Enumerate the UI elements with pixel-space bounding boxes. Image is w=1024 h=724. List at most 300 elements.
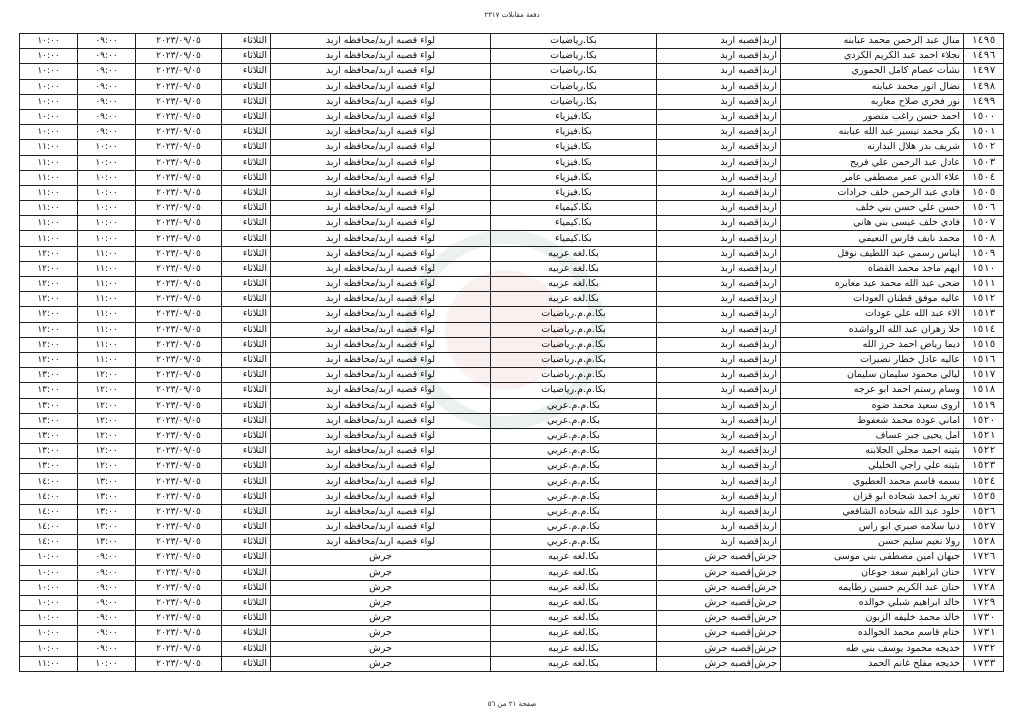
- applicant-number-cell: ١٥٢١: [964, 428, 1004, 443]
- applicant-number-cell: ١٧٢٦: [964, 550, 1004, 565]
- specialization-cell: بكا.لغه عربيه: [491, 611, 657, 626]
- specialization-cell: بكا.م.م.عربي: [491, 504, 657, 519]
- residence-cell: اربد|قصبه اربد: [657, 398, 781, 413]
- interview-location-cell: لواء قصبه اربد/محافظه اربد: [271, 459, 491, 474]
- interview-location-cell: لواء قصبه اربد/محافظه اربد: [271, 307, 491, 322]
- end-time-cell: ١٢:٠٠: [20, 277, 78, 292]
- end-time-cell: ١٢:٠٠: [20, 307, 78, 322]
- start-time-cell: ٠٩:٠٠: [78, 125, 136, 140]
- table-row: [20, 231, 1004, 246]
- interview-date-cell: ٢٠٢٣/٠٩/٠٥: [136, 520, 222, 535]
- residence-cell: جرش|قصبه جرش: [657, 626, 781, 641]
- applicant-number-cell: ١٥١٠: [964, 261, 1004, 276]
- end-time-cell: ١٠:٠٠: [20, 94, 78, 109]
- table-row: [20, 474, 1004, 489]
- applicant-number-cell: ١٧٢٧: [964, 565, 1004, 580]
- applicant-name-cell: علاء الدين عمر مصطفى عامر: [781, 170, 964, 185]
- residence-cell: جرش|قصبه جرش: [657, 641, 781, 656]
- applicant-name-cell: شريف بدر هلال البدارنه: [781, 140, 964, 155]
- table-row: [20, 504, 1004, 519]
- end-time-cell: ١٤:٠٠: [20, 489, 78, 504]
- end-time-cell: ١٣:٠٠: [20, 383, 78, 398]
- interview-location-cell: جرش: [271, 550, 491, 565]
- residence-cell: اربد|قصبه اربد: [657, 322, 781, 337]
- interview-day-cell: الثلاثاء: [222, 246, 271, 261]
- applicant-name-cell: فادي خلف عيسى بني هاني: [781, 216, 964, 231]
- interview-day-cell: الثلاثاء: [222, 580, 271, 595]
- specialization-cell: بكا.لغه عربيه: [491, 550, 657, 565]
- residence-cell: اربد|قصبه اربد: [657, 292, 781, 307]
- start-time-cell: ١٢:٠٠: [78, 444, 136, 459]
- specialization-cell: بكا.كيمياء: [491, 201, 657, 216]
- end-time-cell: ١١:٠٠: [20, 170, 78, 185]
- interview-day-cell: الثلاثاء: [222, 383, 271, 398]
- applicant-number-cell: ١٥٠٣: [964, 155, 1004, 170]
- applicant-name-cell: نور فخري صلاح معاربه: [781, 94, 964, 109]
- interview-location-cell: لواء قصبه اربد/محافظه اربد: [271, 383, 491, 398]
- end-time-cell: ١١:٠٠: [20, 656, 78, 671]
- table-row: [20, 595, 1004, 610]
- table-row: [20, 201, 1004, 216]
- interview-date-cell: ٢٠٢٣/٠٩/٠٥: [136, 34, 222, 49]
- table-row: [20, 49, 1004, 64]
- table-row: [20, 185, 1004, 200]
- interview-date-cell: ٢٠٢٣/٠٩/٠٥: [136, 322, 222, 337]
- specialization-cell: بكا.فيزياء: [491, 170, 657, 185]
- start-time-cell: ١٢:٠٠: [78, 398, 136, 413]
- interview-day-cell: الثلاثاء: [222, 352, 271, 367]
- start-time-cell: ١٢:٠٠: [78, 428, 136, 443]
- interview-day-cell: الثلاثاء: [222, 155, 271, 170]
- applicant-name-cell: ايناس رسمي عبد اللطيف نوفل: [781, 246, 964, 261]
- specialization-cell: بكا.م.م.رياضيات: [491, 352, 657, 367]
- specialization-cell: بكا.م.م.عربي: [491, 398, 657, 413]
- residence-cell: اربد|قصبه اربد: [657, 64, 781, 79]
- table-row: [20, 398, 1004, 413]
- interview-date-cell: ٢٠٢٣/٠٩/٠٥: [136, 277, 222, 292]
- interview-date-cell: ٢٠٢٣/٠٩/٠٥: [136, 352, 222, 367]
- specialization-cell: بكا.لغه عربيه: [491, 580, 657, 595]
- residence-cell: اربد|قصبه اربد: [657, 261, 781, 276]
- interview-date-cell: ٢٠٢٣/٠٩/٠٥: [136, 550, 222, 565]
- end-time-cell: ١٢:٠٠: [20, 352, 78, 367]
- applicant-number-cell: ١٥٠٩: [964, 246, 1004, 261]
- residence-cell: اربد|قصبه اربد: [657, 246, 781, 261]
- end-time-cell: ١٢:٠٠: [20, 322, 78, 337]
- interview-location-cell: لواء قصبه اربد/محافظه اربد: [271, 140, 491, 155]
- applicant-number-cell: ١٥١٤: [964, 322, 1004, 337]
- interview-day-cell: الثلاثاء: [222, 474, 271, 489]
- specialization-cell: بكا.م.م.رياضيات: [491, 383, 657, 398]
- interview-day-cell: الثلاثاء: [222, 64, 271, 79]
- table-row: [20, 64, 1004, 79]
- end-time-cell: ١٤:٠٠: [20, 520, 78, 535]
- table-row: [20, 322, 1004, 337]
- table-row: [20, 383, 1004, 398]
- applicant-name-cell: ايهم ماجد محمد القضاه: [781, 261, 964, 276]
- table-row: [20, 459, 1004, 474]
- applicant-name-cell: بثينه علي راجي الخليلي: [781, 459, 964, 474]
- interview-day-cell: الثلاثاء: [222, 34, 271, 49]
- applicant-name-cell: اماني عوده محمد شعفوط: [781, 413, 964, 428]
- specialization-cell: بكا.لغه عربيه: [491, 641, 657, 656]
- specialization-cell: بكا.م.م.عربي: [491, 444, 657, 459]
- end-time-cell: ١٠:٠٠: [20, 626, 78, 641]
- interview-location-cell: لواء قصبه اربد/محافظه اربد: [271, 246, 491, 261]
- applicant-number-cell: ١٧٢٨: [964, 580, 1004, 595]
- specialization-cell: بكا.فيزياء: [491, 125, 657, 140]
- table-row: [20, 444, 1004, 459]
- applicant-number-cell: ١٤٩٧: [964, 64, 1004, 79]
- start-time-cell: ١٠:٠٠: [78, 231, 136, 246]
- interview-date-cell: ٢٠٢٣/٠٩/٠٥: [136, 216, 222, 231]
- interview-date-cell: ٢٠٢٣/٠٩/٠٥: [136, 307, 222, 322]
- interview-day-cell: الثلاثاء: [222, 94, 271, 109]
- interview-day-cell: الثلاثاء: [222, 79, 271, 94]
- start-time-cell: ١٢:٠٠: [78, 368, 136, 383]
- interview-date-cell: ٢٠٢٣/٠٩/٠٥: [136, 64, 222, 79]
- applicant-number-cell: ١٥٢٧: [964, 520, 1004, 535]
- applicant-number-cell: ١٥٠٥: [964, 185, 1004, 200]
- start-time-cell: ١١:٠٠: [78, 292, 136, 307]
- interview-location-cell: لواء قصبه اربد/محافظه اربد: [271, 49, 491, 64]
- table-row: [20, 535, 1004, 550]
- interview-location-cell: لواء قصبه اربد/محافظه اربد: [271, 520, 491, 535]
- start-time-cell: ٠٩:٠٠: [78, 49, 136, 64]
- table-row: [20, 580, 1004, 595]
- specialization-cell: بكا.م.م.رياضيات: [491, 322, 657, 337]
- applicant-name-cell: دنيا سلامه صبري ابو راس: [781, 520, 964, 535]
- interview-location-cell: لواء قصبه اربد/محافظه اربد: [271, 444, 491, 459]
- start-time-cell: ١٣:٠٠: [78, 535, 136, 550]
- interview-day-cell: الثلاثاء: [222, 398, 271, 413]
- end-time-cell: ١٣:٠٠: [20, 459, 78, 474]
- interview-day-cell: الثلاثاء: [222, 337, 271, 352]
- start-time-cell: ١٣:٠٠: [78, 504, 136, 519]
- specialization-cell: بكا.رياضيات: [491, 49, 657, 64]
- interview-location-cell: لواء قصبه اربد/محافظه اربد: [271, 535, 491, 550]
- start-time-cell: ١١:٠٠: [78, 322, 136, 337]
- residence-cell: اربد|قصبه اربد: [657, 109, 781, 124]
- residence-cell: جرش|قصبه جرش: [657, 656, 781, 671]
- applicant-number-cell: ١٤٩٦: [964, 49, 1004, 64]
- interview-date-cell: ٢٠٢٣/٠٩/٠٥: [136, 504, 222, 519]
- interview-day-cell: الثلاثاء: [222, 565, 271, 580]
- interview-day-cell: الثلاثاء: [222, 170, 271, 185]
- applicant-number-cell: ١٥٢٥: [964, 489, 1004, 504]
- end-time-cell: ١٤:٠٠: [20, 535, 78, 550]
- end-time-cell: ١٠:٠٠: [20, 611, 78, 626]
- specialization-cell: بكا.م.م.عربي: [491, 428, 657, 443]
- applicant-number-cell: ١٥٢٣: [964, 459, 1004, 474]
- interview-date-cell: ٢٠٢٣/٠٩/٠٥: [136, 626, 222, 641]
- applicant-name-cell: نضال انور محمد عبابنه: [781, 79, 964, 94]
- interview-date-cell: ٢٠٢٣/٠٩/٠٥: [136, 428, 222, 443]
- applicant-number-cell: ١٥٢٤: [964, 474, 1004, 489]
- end-time-cell: ١١:٠٠: [20, 201, 78, 216]
- start-time-cell: ٠٩:٠٠: [78, 550, 136, 565]
- residence-cell: اربد|قصبه اربد: [657, 337, 781, 352]
- interview-location-cell: لواء قصبه اربد/محافظه اربد: [271, 34, 491, 49]
- applicant-number-cell: ١٥١٨: [964, 383, 1004, 398]
- applicant-number-cell: ١٥١٧: [964, 368, 1004, 383]
- specialization-cell: بكا.رياضيات: [491, 94, 657, 109]
- interview-date-cell: ٢٠٢٣/٠٩/٠٥: [136, 611, 222, 626]
- end-time-cell: ١٢:٠٠: [20, 261, 78, 276]
- interview-location-cell: لواء قصبه اربد/محافظه اربد: [271, 352, 491, 367]
- applicant-name-cell: حنان ابراهيم سعد جوعان: [781, 565, 964, 580]
- applicant-number-cell: ١٥٢٦: [964, 504, 1004, 519]
- specialization-cell: بكا.م.م.رياضيات: [491, 337, 657, 352]
- interview-location-cell: جرش: [271, 656, 491, 671]
- interview-day-cell: الثلاثاء: [222, 125, 271, 140]
- interview-date-cell: ٢٠٢٣/٠٩/٠٥: [136, 413, 222, 428]
- applicant-name-cell: احمد حسن راغب منصور: [781, 109, 964, 124]
- interview-date-cell: ٢٠٢٣/٠٩/٠٥: [136, 292, 222, 307]
- specialization-cell: بكا.لغه عربيه: [491, 595, 657, 610]
- interview-location-cell: لواء قصبه اربد/محافظه اربد: [271, 94, 491, 109]
- specialization-cell: بكا.م.م.عربي: [491, 520, 657, 535]
- applicant-number-cell: ١٥٢٨: [964, 535, 1004, 550]
- interview-location-cell: جرش: [271, 611, 491, 626]
- interview-table: [19, 33, 1004, 672]
- applicant-name-cell: خديجه محمود يوسف بني طه: [781, 641, 964, 656]
- applicant-name-cell: ختام قاسم محمد الخوالده: [781, 626, 964, 641]
- interview-location-cell: لواء قصبه اربد/محافظه اربد: [271, 64, 491, 79]
- table-row: [20, 413, 1004, 428]
- residence-cell: اربد|قصبه اربد: [657, 413, 781, 428]
- residence-cell: اربد|قصبه اربد: [657, 49, 781, 64]
- interview-date-cell: ٢٠٢٣/٠٩/٠٥: [136, 641, 222, 656]
- interview-date-cell: ٢٠٢٣/٠٩/٠٥: [136, 201, 222, 216]
- specialization-cell: بكا.م.م.عربي: [491, 489, 657, 504]
- interview-location-cell: جرش: [271, 641, 491, 656]
- applicant-number-cell: ١٥١٦: [964, 352, 1004, 367]
- start-time-cell: ١٢:٠٠: [78, 459, 136, 474]
- applicant-name-cell: بسمه قاسم محمد العطيوي: [781, 474, 964, 489]
- specialization-cell: بكا.كيمياء: [491, 216, 657, 231]
- applicant-number-cell: ١٥٢٠: [964, 413, 1004, 428]
- start-time-cell: ١٢:٠٠: [78, 413, 136, 428]
- start-time-cell: ٠٩:٠٠: [78, 580, 136, 595]
- residence-cell: اربد|قصبه اربد: [657, 520, 781, 535]
- start-time-cell: ٠٩:٠٠: [78, 79, 136, 94]
- specialization-cell: بكا.كيمياء: [491, 231, 657, 246]
- table-row: [20, 489, 1004, 504]
- interview-date-cell: ٢٠٢٣/٠٩/٠٥: [136, 337, 222, 352]
- table-row: [20, 170, 1004, 185]
- specialization-cell: بكا.لغه عربيه: [491, 292, 657, 307]
- interview-location-cell: لواء قصبه اربد/محافظه اربد: [271, 201, 491, 216]
- interview-date-cell: ٢٠٢٣/٠٩/٠٥: [136, 459, 222, 474]
- interview-date-cell: ٢٠٢٣/٠٩/٠٥: [136, 94, 222, 109]
- interview-location-cell: لواء قصبه اربد/محافظه اربد: [271, 428, 491, 443]
- residence-cell: اربد|قصبه اربد: [657, 474, 781, 489]
- interview-date-cell: ٢٠٢٣/٠٩/٠٥: [136, 474, 222, 489]
- end-time-cell: ١١:٠٠: [20, 185, 78, 200]
- end-time-cell: ١٠:٠٠: [20, 565, 78, 580]
- interview-date-cell: ٢٠٢٣/٠٩/٠٥: [136, 246, 222, 261]
- page-number: صفحة ٢١ من ٥٦: [487, 700, 537, 708]
- interview-date-cell: ٢٠٢٣/٠٩/٠٥: [136, 261, 222, 276]
- interview-day-cell: الثلاثاء: [222, 231, 271, 246]
- interview-day-cell: الثلاثاء: [222, 413, 271, 428]
- applicant-number-cell: ١٥١١: [964, 277, 1004, 292]
- table-row: [20, 34, 1004, 49]
- interview-day-cell: الثلاثاء: [222, 277, 271, 292]
- interview-location-cell: لواء قصبه اربد/محافظه اربد: [271, 292, 491, 307]
- start-time-cell: ٠٩:٠٠: [78, 626, 136, 641]
- interview-day-cell: الثلاثاء: [222, 459, 271, 474]
- table-row: [20, 520, 1004, 535]
- interview-location-cell: لواء قصبه اربد/محافظه اربد: [271, 398, 491, 413]
- end-time-cell: ١٠:٠٠: [20, 34, 78, 49]
- specialization-cell: بكا.رياضيات: [491, 34, 657, 49]
- start-time-cell: ١٠:٠٠: [78, 155, 136, 170]
- interview-date-cell: ٢٠٢٣/٠٩/٠٥: [136, 368, 222, 383]
- interview-date-cell: ٢٠٢٣/٠٩/٠٥: [136, 656, 222, 671]
- residence-cell: اربد|قصبه اربد: [657, 504, 781, 519]
- end-time-cell: ١٣:٠٠: [20, 413, 78, 428]
- residence-cell: اربد|قصبه اربد: [657, 307, 781, 322]
- residence-cell: اربد|قصبه اربد: [657, 444, 781, 459]
- end-time-cell: ١١:٠٠: [20, 231, 78, 246]
- interview-location-cell: لواء قصبه اربد/محافظه اربد: [271, 504, 491, 519]
- specialization-cell: بكا.فيزياء: [491, 185, 657, 200]
- applicant-name-cell: الاء عبد الله علي عودات: [781, 307, 964, 322]
- interview-day-cell: الثلاثاء: [222, 535, 271, 550]
- table-row: [20, 261, 1004, 276]
- interview-date-cell: ٢٠٢٣/٠٩/٠٥: [136, 231, 222, 246]
- interview-date-cell: ٢٠٢٣/٠٩/٠٥: [136, 185, 222, 200]
- interview-day-cell: الثلاثاء: [222, 550, 271, 565]
- specialization-cell: بكا.فيزياء: [491, 109, 657, 124]
- residence-cell: اربد|قصبه اربد: [657, 352, 781, 367]
- table-row: [20, 428, 1004, 443]
- end-time-cell: ١٠:٠٠: [20, 109, 78, 124]
- start-time-cell: ١١:٠٠: [78, 337, 136, 352]
- table-row: [20, 125, 1004, 140]
- applicant-number-cell: ١٤٩٥: [964, 34, 1004, 49]
- interview-day-cell: الثلاثاء: [222, 261, 271, 276]
- interview-date-cell: ٢٠٢٣/٠٩/٠٥: [136, 109, 222, 124]
- residence-cell: اربد|قصبه اربد: [657, 428, 781, 443]
- interview-location-cell: لواء قصبه اربد/محافظه اربد: [271, 368, 491, 383]
- interview-location-cell: لواء قصبه اربد/محافظه اربد: [271, 155, 491, 170]
- applicant-number-cell: ١٧٣٠: [964, 611, 1004, 626]
- interview-day-cell: الثلاثاء: [222, 201, 271, 216]
- specialization-cell: بكا.لغه عربيه: [491, 277, 657, 292]
- residence-cell: اربد|قصبه اربد: [657, 459, 781, 474]
- applicant-name-cell: امل يحيى جبر عساف: [781, 428, 964, 443]
- interview-day-cell: الثلاثاء: [222, 49, 271, 64]
- start-time-cell: ٠٩:٠٠: [78, 64, 136, 79]
- applicant-name-cell: فادي عبد الرحمن خلف جرادات: [781, 185, 964, 200]
- start-time-cell: ٠٩:٠٠: [78, 611, 136, 626]
- interview-location-cell: جرش: [271, 565, 491, 580]
- interview-day-cell: الثلاثاء: [222, 109, 271, 124]
- applicant-number-cell: ١٧٣١: [964, 626, 1004, 641]
- start-time-cell: ١١:٠٠: [78, 277, 136, 292]
- table-row: [20, 352, 1004, 367]
- residence-cell: اربد|قصبه اربد: [657, 34, 781, 49]
- interview-day-cell: الثلاثاء: [222, 216, 271, 231]
- residence-cell: اربد|قصبه اربد: [657, 185, 781, 200]
- applicant-name-cell: حنان عبد الكريم حسين زطايمه: [781, 580, 964, 595]
- applicant-name-cell: خلود عبد الله شحاده الشافعي: [781, 504, 964, 519]
- end-time-cell: ١٣:٠٠: [20, 444, 78, 459]
- interview-location-cell: لواء قصبه اربد/محافظه اربد: [271, 231, 491, 246]
- interview-day-cell: الثلاثاء: [222, 140, 271, 155]
- applicant-name-cell: بثينه احمد مجلي الجلابنه: [781, 444, 964, 459]
- interview-day-cell: الثلاثاء: [222, 504, 271, 519]
- applicant-number-cell: ١٥٠٤: [964, 170, 1004, 185]
- interview-day-cell: الثلاثاء: [222, 322, 271, 337]
- table-row: [20, 155, 1004, 170]
- residence-cell: اربد|قصبه اربد: [657, 170, 781, 185]
- end-time-cell: ١٢:٠٠: [20, 246, 78, 261]
- start-time-cell: ٠٩:٠٠: [78, 94, 136, 109]
- specialization-cell: بكا.م.م.رياضيات: [491, 368, 657, 383]
- interview-day-cell: الثلاثاء: [222, 595, 271, 610]
- interview-date-cell: ٢٠٢٣/٠٩/٠٥: [136, 444, 222, 459]
- start-time-cell: ١٢:٠٠: [78, 383, 136, 398]
- start-time-cell: ٠٩:٠٠: [78, 595, 136, 610]
- applicant-name-cell: خالد محمد خليفه الزبون: [781, 611, 964, 626]
- specialization-cell: بكا.فيزياء: [491, 140, 657, 155]
- start-time-cell: ٠٩:٠٠: [78, 34, 136, 49]
- applicant-number-cell: ١٥٠٢: [964, 140, 1004, 155]
- interview-date-cell: ٢٠٢٣/٠٩/٠٥: [136, 49, 222, 64]
- interview-location-cell: جرش: [271, 580, 491, 595]
- table-row: [20, 307, 1004, 322]
- applicant-number-cell: ١٤٩٩: [964, 94, 1004, 109]
- start-time-cell: ١٠:٠٠: [78, 170, 136, 185]
- start-time-cell: ١٠:٠٠: [78, 216, 136, 231]
- applicant-number-cell: ١٥١٥: [964, 337, 1004, 352]
- interview-date-cell: ٢٠٢٣/٠٩/٠٥: [136, 383, 222, 398]
- start-time-cell: ١١:٠٠: [78, 307, 136, 322]
- interview-location-cell: لواء قصبه اربد/محافظه اربد: [271, 322, 491, 337]
- end-time-cell: ١٣:٠٠: [20, 398, 78, 413]
- residence-cell: اربد|قصبه اربد: [657, 277, 781, 292]
- end-time-cell: ١٠:٠٠: [20, 550, 78, 565]
- table-row: [20, 94, 1004, 109]
- specialization-cell: بكا.لغه عربيه: [491, 261, 657, 276]
- interview-date-cell: ٢٠٢٣/٠٩/٠٥: [136, 398, 222, 413]
- applicant-number-cell: ١٥١٣: [964, 307, 1004, 322]
- start-time-cell: ١٠:٠٠: [78, 185, 136, 200]
- specialization-cell: بكا.م.م.عربي: [491, 413, 657, 428]
- start-time-cell: ١١:٠٠: [78, 352, 136, 367]
- residence-cell: اربد|قصبه اربد: [657, 216, 781, 231]
- interview-location-cell: لواء قصبه اربد/محافظه اربد: [271, 413, 491, 428]
- interview-date-cell: ٢٠٢٣/٠٩/٠٥: [136, 489, 222, 504]
- residence-cell: اربد|قصبه اربد: [657, 535, 781, 550]
- residence-cell: جرش|قصبه جرش: [657, 550, 781, 565]
- start-time-cell: ١٣:٠٠: [78, 520, 136, 535]
- interview-day-cell: الثلاثاء: [222, 489, 271, 504]
- applicant-name-cell: حسن علي حسن بني خلف: [781, 201, 964, 216]
- table-row: [20, 140, 1004, 155]
- table-row: [20, 626, 1004, 641]
- end-time-cell: ١٣:٠٠: [20, 428, 78, 443]
- applicant-name-cell: منال عبد الرحمن محمد عبابنه: [781, 34, 964, 49]
- start-time-cell: ٠٩:٠٠: [78, 641, 136, 656]
- interview-location-cell: لواء قصبه اربد/محافظه اربد: [271, 337, 491, 352]
- end-time-cell: ١٠:٠٠: [20, 125, 78, 140]
- end-time-cell: ١٤:٠٠: [20, 474, 78, 489]
